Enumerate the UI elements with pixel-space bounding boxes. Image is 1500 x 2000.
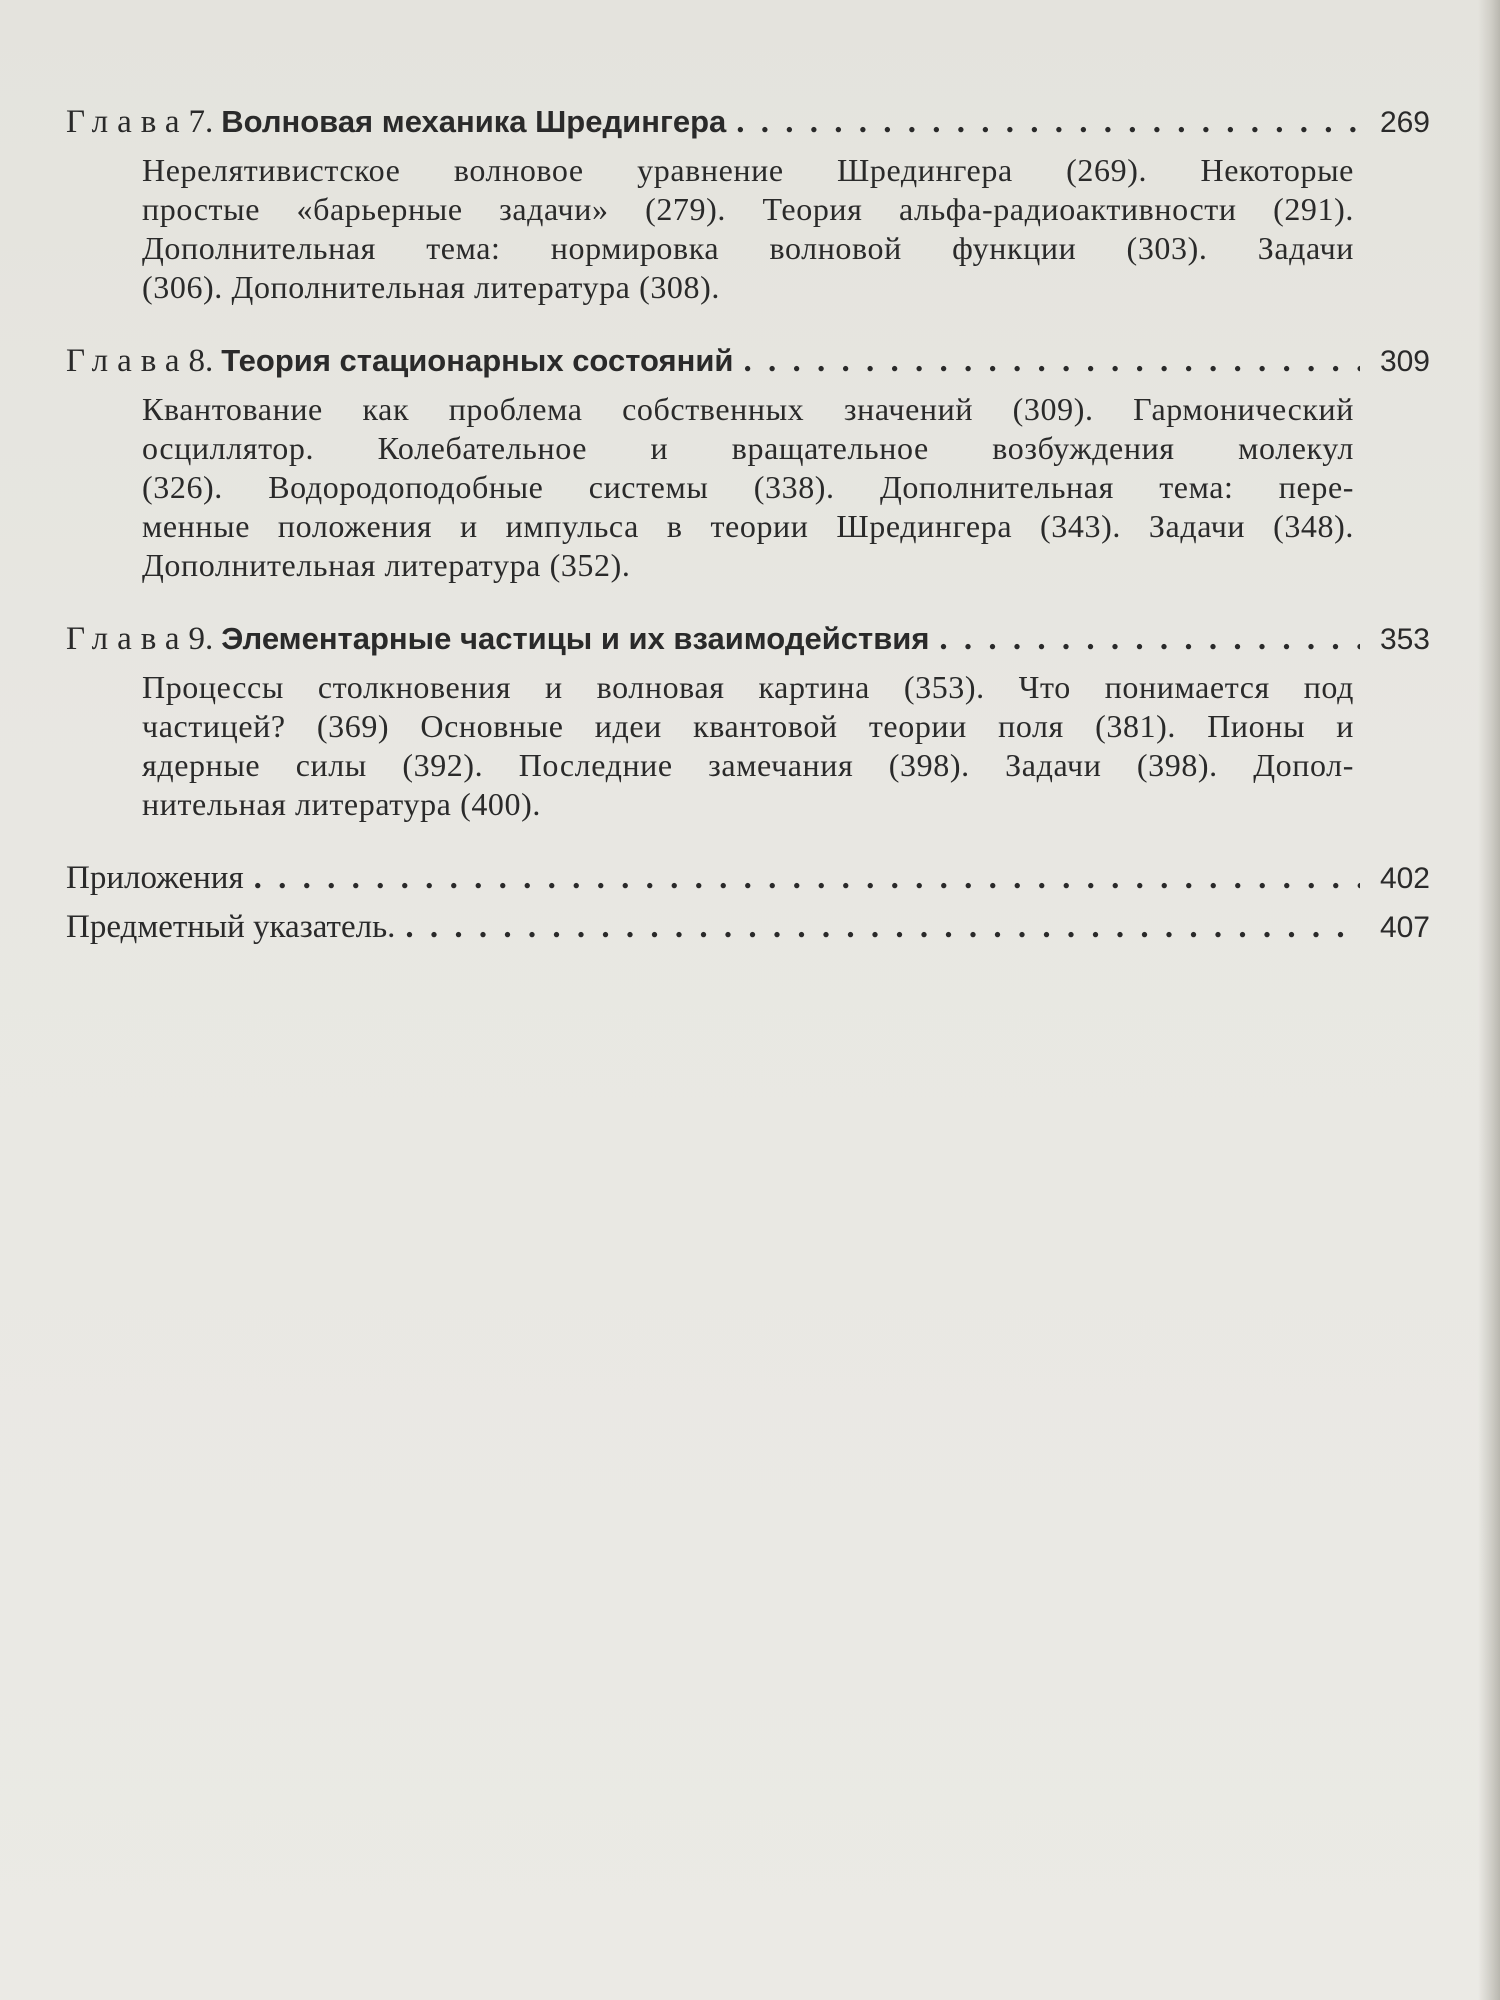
description-line: осциллятор. Колебательное и вращательное возбуждения молекул: [142, 430, 1354, 466]
toc-chapter-8: [66, 339, 1430, 585]
chapter-description: [142, 151, 1354, 307]
toc-chapter-7: [66, 100, 1430, 307]
chapter-number: 7.: [188, 104, 214, 140]
description-line: Нерелятивистское волновое уравнение Шредингера (269). Некоторые: [142, 152, 1354, 188]
dot-leader: [405, 905, 1360, 949]
description-line: частицей? (369) Основные идеи квантовой теории поля (381). Пионы и: [142, 708, 1354, 744]
page-edge-shadow: [1478, 0, 1500, 2000]
chapter-heading-row: [66, 100, 1430, 145]
chapter-label: Глава: [66, 621, 189, 657]
chapter-number: 8.: [188, 343, 214, 379]
dot-leader: [254, 856, 1360, 900]
description-line: ядерные силы (392). Последние замечания (398). Задачи (398). Допол-: [142, 747, 1354, 783]
chapter-heading-row: [66, 339, 1430, 384]
entry-title: Приложения: [66, 860, 244, 896]
dot-leader: [743, 339, 1360, 383]
description-line: (306). Дополнительная литература (308).: [142, 269, 720, 305]
page-number: 309: [1379, 345, 1430, 378]
table-of-contents: [66, 100, 1430, 954]
dot-leader: [939, 617, 1360, 661]
toc-entry-index: [66, 905, 1430, 950]
description-line: Дополнительная тема: нормировка волновой функции (303). Задачи: [142, 230, 1354, 266]
toc-chapter-9: [66, 617, 1430, 824]
chapter-number: 9.: [188, 621, 214, 657]
entry-title: Предметный указатель.: [66, 909, 396, 945]
toc-entry-appendices: [66, 856, 1430, 901]
page-number: 407: [1379, 911, 1430, 944]
chapter-label: Глава: [66, 343, 189, 379]
description-line: менные положения и импульса в теории Шредингера (343). Задачи (348).: [142, 508, 1354, 544]
description-line: Квантование как проблема собственных значений (309). Гармонический: [142, 391, 1354, 427]
chapter-label: Глава: [66, 104, 189, 140]
chapter-title: Волновая механика Шредингера: [221, 104, 727, 139]
description-line: Процессы столкновения и волновая картина (353). Что понимается под: [142, 669, 1354, 705]
description-line: (326). Водородоподобные системы (338). Дополнительная тема: пере-: [142, 469, 1354, 505]
description-line: простые «барьерные задачи» (279). Теория альфа-радиоактивности (291).: [142, 191, 1354, 227]
page-number: 269: [1379, 106, 1430, 139]
chapter-title: Элементарные частицы и их взаимодействия: [221, 621, 930, 656]
chapter-description: [142, 668, 1354, 824]
chapter-title: Теория стационарных состояний: [221, 343, 734, 378]
chapter-description: [142, 390, 1354, 585]
page-number: 353: [1379, 623, 1430, 656]
toc-appendices: [66, 856, 1430, 950]
description-line: Дополнительная литература (352).: [142, 547, 631, 583]
description-line: нительная литература (400).: [142, 786, 541, 822]
chapter-heading-row: [66, 617, 1430, 662]
dot-leader: [736, 100, 1360, 144]
page-number: 402: [1379, 862, 1430, 895]
